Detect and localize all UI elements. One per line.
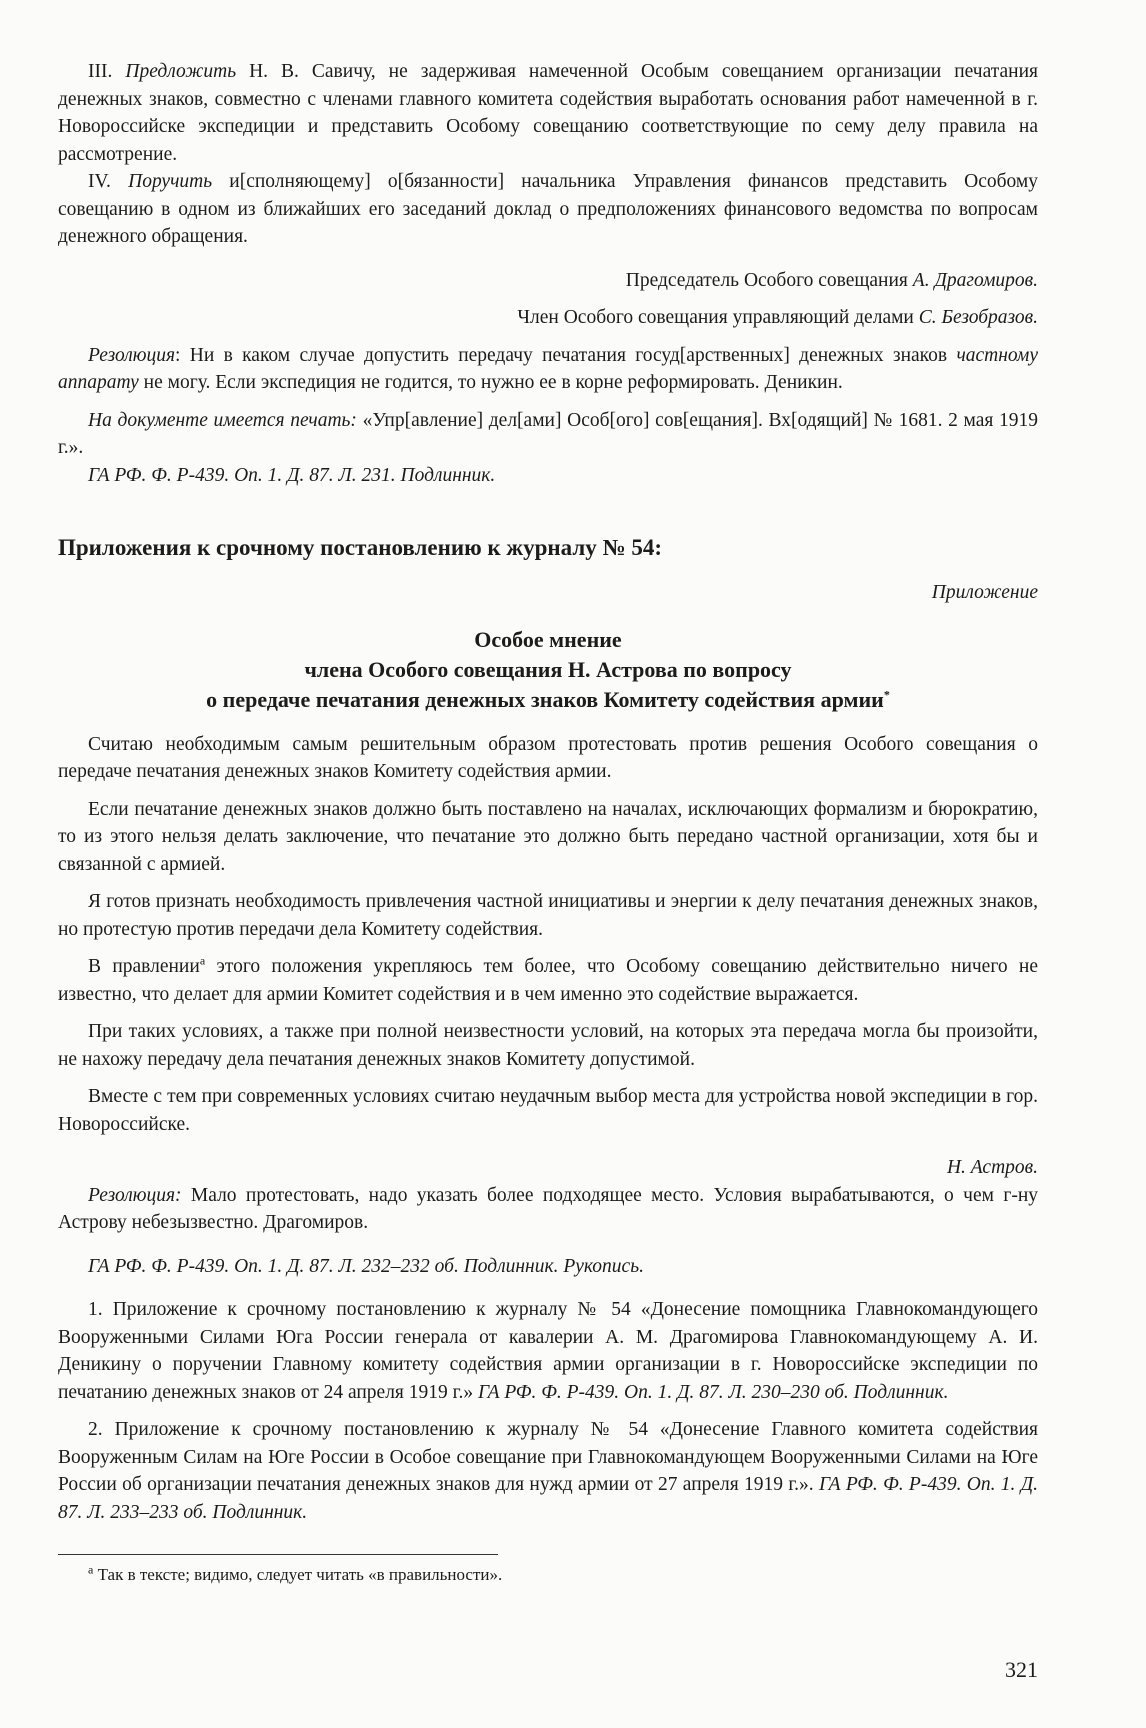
archive-ref: ГА РФ. Ф. Р-439. Оп. 1. Д. 87. Л. 232–232 об. Подлинник. Рукопись. bbox=[88, 1255, 644, 1277]
resolution-dragomirov bbox=[58, 1182, 1038, 1237]
stamp-note bbox=[58, 407, 1038, 462]
body-paragraph: Вместе с тем при современных условиях считаю неудачным выбор места для устройства новой экспедиции в гор. Новороссийске. bbox=[58, 1086, 1038, 1135]
resolution-label: Резолюция: bbox=[88, 1184, 182, 1206]
signature-role: Член Особого совещания управляющий делами bbox=[517, 307, 914, 328]
appendix-note-1: 1. Приложение к срочному постановлению к журналу № 54 «Донесение помощника Главнокомандующего Вооруженными Силами Юга России генерала от кавалерии А. М. Драгомирова Главнокомандующему А. И. Деникину о поручении Главному комитету содействия армии организации в г. Новороссийске экспедиции по печатанию денежных знаков от 24 апреля 1919 г.» ГА РФ. Ф. Р-439. Оп. 1. Д. 87. Л. 230–230 об. Подлинник. bbox=[58, 1299, 1038, 1403]
resolution-denikin bbox=[58, 342, 1038, 397]
footnote: $^а$ Так в тексте; видимо, следует читать «в правильности». bbox=[88, 1562, 503, 1584]
item-number: III. bbox=[88, 61, 113, 82]
footnote-mark: а bbox=[199, 953, 206, 968]
item-verb: Предложить bbox=[125, 61, 237, 82]
signature-secretary bbox=[58, 304, 1038, 332]
title-line-3: о передаче печатания денежных знаков Комитету содействия армии* bbox=[206, 686, 890, 712]
resolution-text: Мало протестовать, надо указать более подходящее место. Условия вырабатываются, о чем г-ну Астрову небезызвестно. Драгомиров. bbox=[58, 1184, 1039, 1233]
paragraph-iii bbox=[58, 58, 1038, 168]
item-verb: Поручить bbox=[128, 171, 213, 192]
appendix-label: Приложение bbox=[931, 582, 1038, 603]
document-title bbox=[58, 625, 1038, 715]
body-paragraph: Если печатание денежных знаков должно быть поставлено на началах, исключающих формализм и бюрократию, то из этого нельзя делать заключение, что печатание это должно быть передано частной организации, хотя бы и связанной с армией. bbox=[58, 798, 1038, 875]
title-footnote-mark: * bbox=[883, 687, 890, 702]
body-paragraph: Считаю необходимым самым решительным образом протестовать против решения Особого совещания о передаче печатания денежных знаков Комитету содействия армии. bbox=[58, 733, 1038, 782]
signature-astrov: Н. Астров. bbox=[946, 1157, 1038, 1178]
resolution-italic: частному аппарату bbox=[58, 344, 1039, 393]
resolution-text: : Ни в каком случае допустить передачу печатания госуд[арственных] денежных знаков bbox=[175, 344, 948, 366]
item-number: IV. bbox=[88, 171, 111, 192]
body-paragraph: В правлении$^а$ этого положения укрепляюсь тем более, что Особому совещанию действительно ничего не известно, что делает для армии Комитет содействия и в чем именно это содействие выражается. bbox=[58, 953, 1039, 1005]
body-paragraph: При таких условиях, а также при полной неизвестности условий, на которых эта передача могла бы произойти, не нахожу передачу дела печатания денежных знаков Комитету допустимой. bbox=[58, 1021, 1038, 1070]
footnote-mark: а bbox=[88, 1562, 94, 1577]
paragraph-iv bbox=[58, 168, 1038, 251]
signature-name: С. Безобразов. bbox=[918, 307, 1038, 328]
stamp-text: «Упр[авление] дел[ами] Особ[ого] сов[ещания]. Вх[одящий] № 1681. 2 мая 1919 г.». bbox=[58, 409, 1039, 458]
signature-chairman bbox=[58, 267, 1038, 295]
signature-role: Председатель Особого совещания bbox=[625, 269, 908, 291]
archive-ref: ГА РФ. Ф. Р-439. Оп. 1. Д. 87. Л. 231. Подлинник. bbox=[88, 464, 496, 486]
section-heading: Приложения к срочному постановлению к журналу № 54: bbox=[58, 535, 663, 560]
item-text: Н. В. Савичу, не задерживая намеченной Особым совещанием организации печатания денежных знаков, совместно с членами главного комитета содействия выработать основания работ намеченной в г. Новороссийске экспедиции и представить Особому совещанию соответствующие по сему делу правила на рассмотрение. bbox=[58, 61, 1039, 165]
resolution-text-end: не могу. Если экспедиция не годится, то нужно ее в корне реформировать. Деникин. bbox=[143, 372, 843, 393]
signature-name: А. Драгомиров. bbox=[912, 269, 1038, 291]
stamp-label: На документе имеется печать: bbox=[88, 409, 357, 431]
item-text: и[сполняющему] о[бязанности] начальника Управления финансов представить Особому совещанию в одном из ближайших его заседаний доклад о предположениях финансового ведомства по вопросам денежного обращения. bbox=[58, 171, 1039, 247]
body-paragraph: Я готов признать необходимость привлечения частной инициативы и энергии к делу печатания денежных знаков, но протестую против передачи дела Комитету содействия. bbox=[58, 891, 1038, 940]
appendix-note-2: 2. Приложение к срочному постановлению к журналу № 54 «Донесение Главного комитета содействия Вооруженным Силам на Юге России в Особое совещание при Главнокомандующем Вооруженными Силами на Юге России об организации печатания денежных знаков для нужд армии от 27 апреля 1919 г.». ГА РФ. Ф. Р-439. Оп. 1. Д. 87. Л. 233–233 об. Подлинник. bbox=[58, 1419, 1039, 1523]
title-line-1: Особое мнение bbox=[474, 626, 622, 652]
footnote-divider bbox=[58, 1554, 498, 1555]
title-line-2: члена Особого совещания Н. Астрова по вопросу bbox=[304, 656, 792, 682]
resolution-label: Резолюция bbox=[88, 344, 176, 366]
page-number: 321 bbox=[1005, 1657, 1038, 1682]
